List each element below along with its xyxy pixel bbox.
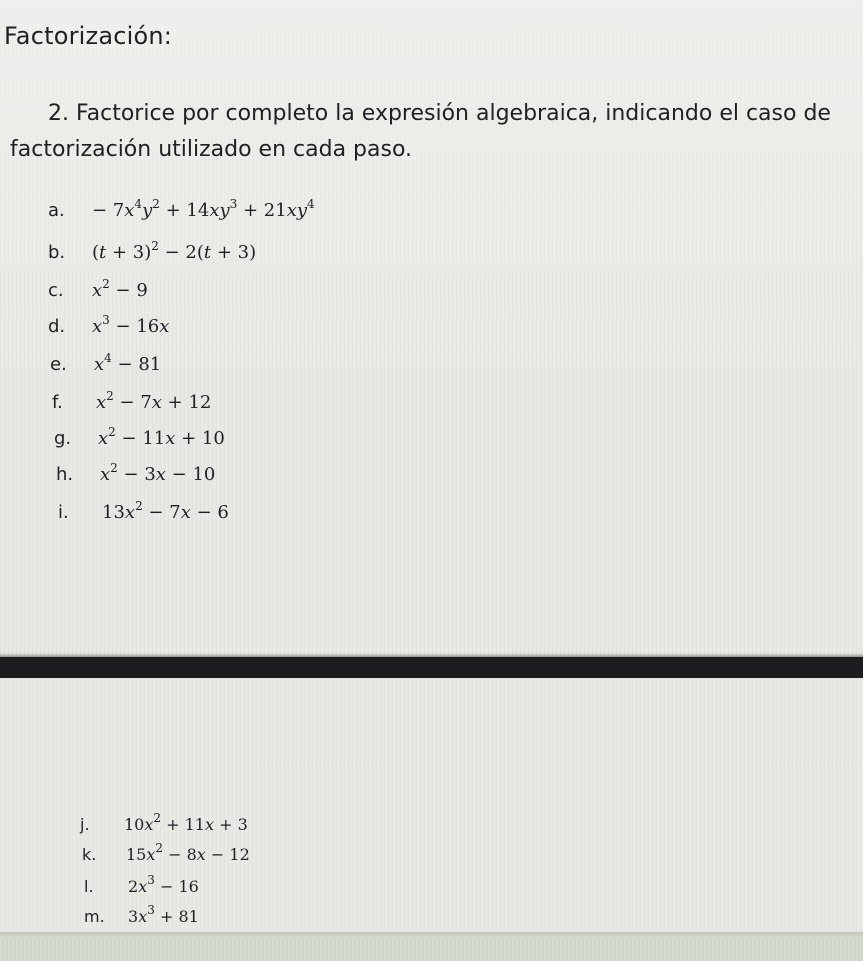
math-exponent: 2 <box>135 499 143 513</box>
math-text: + 11 <box>161 815 205 834</box>
math-variable: x <box>92 280 103 301</box>
math-exponent: 2 <box>110 461 118 475</box>
exercise-expression <box>92 239 257 263</box>
math-variable: x <box>94 354 105 375</box>
question-line-1: 2. Factorice por completo la expresión algebraica, indicando el caso de <box>48 101 831 126</box>
math-exponent: 2 <box>102 277 110 291</box>
exercise-expression <box>96 389 212 413</box>
math-variable: x <box>124 502 136 523</box>
exercise-label: b. <box>48 242 66 263</box>
math-exponent: 2 <box>108 425 116 439</box>
exercise-label: a. <box>48 200 65 221</box>
exercise-label: k. <box>82 845 97 864</box>
question-text <box>10 96 863 168</box>
exercise-expression <box>126 841 250 864</box>
exercise-label: d. <box>48 316 66 337</box>
math-text: 2 <box>128 877 139 896</box>
exercise-expression <box>128 903 199 926</box>
math-text: − 8 <box>163 845 197 864</box>
math-exponent: 3 <box>102 313 110 327</box>
math-text: 10 <box>124 815 145 834</box>
math-text: − 7 <box>113 392 152 413</box>
math-exponent: 3 <box>147 903 155 917</box>
math-text: − 10 <box>165 464 216 485</box>
math-text: + 81 <box>154 907 199 926</box>
exercise-expression <box>92 197 315 221</box>
exercise-label: g. <box>54 428 72 449</box>
exercise-expression <box>92 313 170 337</box>
page-title: Factorización: <box>4 22 173 50</box>
math-text: − 12 <box>205 845 250 864</box>
exercise-expression <box>100 461 216 485</box>
math-exponent: 2 <box>152 197 160 211</box>
math-variable: x <box>180 502 191 523</box>
math-variable: x <box>100 464 111 485</box>
math-exponent: 2 <box>155 841 164 855</box>
math-variable: x <box>124 200 135 221</box>
math-text: − 6 <box>190 502 229 523</box>
exercise-expression <box>128 873 199 896</box>
math-text: − 7 <box>142 502 181 523</box>
math-variable: x <box>138 907 148 926</box>
math-variable: x <box>92 316 103 337</box>
math-variable: x <box>165 428 176 449</box>
math-variable: x <box>196 845 206 864</box>
math-exponent: 3 <box>229 197 238 211</box>
math-variable: x <box>159 316 170 337</box>
exercise-label: m. <box>84 907 105 926</box>
exercise-label: i. <box>58 502 69 523</box>
math-exponent: 4 <box>104 351 112 365</box>
math-text: 13 <box>102 502 125 523</box>
exercise-expression <box>124 811 248 834</box>
math-text: + 12 <box>161 392 212 413</box>
math-exponent: 4 <box>134 197 143 211</box>
math-variable: xy <box>209 200 230 221</box>
math-exponent: 2 <box>106 389 114 403</box>
exercise-label: f. <box>52 392 63 413</box>
math-variable: x <box>204 815 214 834</box>
exercise-label: j. <box>80 815 90 834</box>
math-variable: x <box>151 392 162 413</box>
screen-bezel-divider <box>0 657 863 678</box>
exercise-expression <box>94 351 162 375</box>
screen-bottom-edge <box>0 932 863 961</box>
math-variable: x <box>155 464 166 485</box>
math-text: − 81 <box>111 354 162 375</box>
math-text: 15 <box>126 845 147 864</box>
math-variable: x <box>98 428 109 449</box>
math-exponent: 3 <box>147 873 155 887</box>
math-variable: x <box>138 877 148 896</box>
math-text: + 3) <box>106 242 152 263</box>
math-variable: t <box>203 242 212 263</box>
math-exponent: 4 <box>307 197 315 211</box>
exercise-label: e. <box>50 354 67 375</box>
math-variable: xy <box>286 200 308 221</box>
exercise-expression <box>102 499 229 523</box>
math-text: + 14 <box>159 200 210 221</box>
exercise-label: h. <box>56 464 74 485</box>
exercise-label: c. <box>48 280 64 301</box>
math-text: − 16 <box>109 316 160 337</box>
math-variable: x <box>144 815 154 834</box>
math-text: + 3 <box>214 815 248 834</box>
math-text: − 11 <box>115 428 166 449</box>
exercise-expression <box>92 277 148 301</box>
exercise-label: l. <box>84 877 94 896</box>
math-exponent: 2 <box>151 239 159 253</box>
math-text: − 2( <box>158 242 204 263</box>
math-exponent: 2 <box>153 811 162 825</box>
math-text: + 3) <box>211 242 257 263</box>
math-text: 3 <box>128 907 139 926</box>
question-line-2: factorización utilizado en cada paso. <box>10 137 413 162</box>
math-text: − 7 <box>92 200 125 221</box>
math-text: + 10 <box>175 428 225 449</box>
exercise-expression <box>98 425 225 449</box>
math-variable: x <box>146 845 156 864</box>
math-variable: y <box>142 200 153 221</box>
math-variable: t <box>99 242 107 263</box>
math-text: + 21 <box>237 200 287 221</box>
math-text: − 3 <box>117 464 156 485</box>
math-text: − 16 <box>154 877 199 896</box>
math-text: ( <box>92 242 100 263</box>
math-variable: x <box>96 392 107 413</box>
math-text: − 9 <box>109 280 148 301</box>
